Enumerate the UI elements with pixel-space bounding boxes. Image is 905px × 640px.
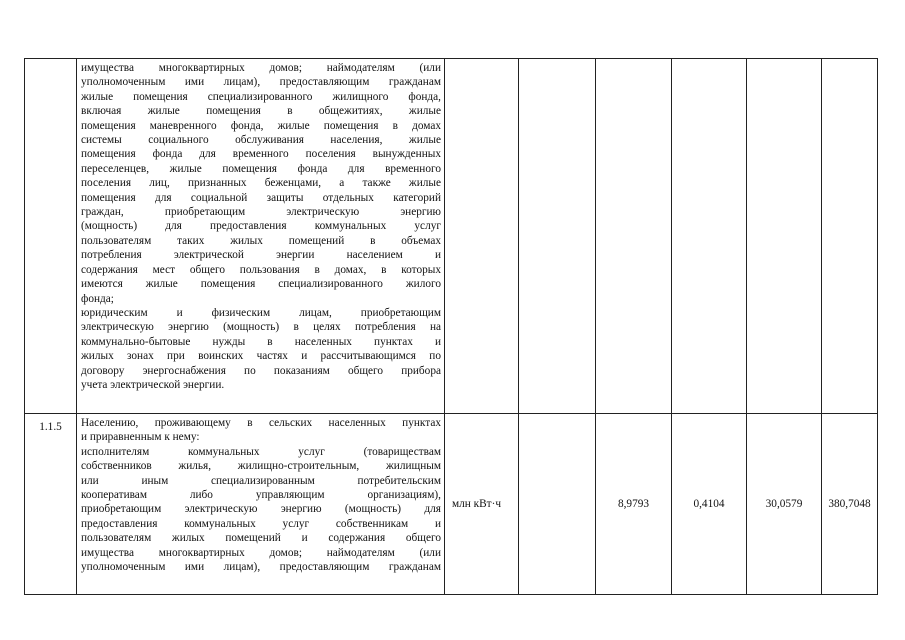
description-line: кооперативам либо управляющим организациям),	[81, 489, 441, 502]
description-line: помещения фонда для временного поселения вынужденных	[81, 148, 441, 161]
table-row	[25, 59, 878, 414]
description-line: системы социального обслуживания населения, жилые	[81, 134, 441, 147]
description-line: помещения для социальной защиты отдельных категорий	[81, 191, 441, 204]
description-line: пользователям таких жилых помещений в объемах	[81, 234, 441, 247]
description-line: потребления электрической энергии населением и	[81, 249, 441, 262]
description-line: содержания мест общего пользования в домах, в которых	[81, 263, 441, 276]
description-line: электрическую энергию (мощность) в целях потребления на	[81, 321, 441, 334]
description-line: имущества многоквартирных домов; наймодателям (или	[81, 546, 441, 559]
value-cell-4	[747, 59, 822, 414]
description-line: исполнителям коммунальных услуг (товариществам	[81, 445, 441, 458]
value-cell-2	[596, 59, 672, 414]
description-line: и приравненным к нему:	[81, 431, 200, 444]
description-line: переселенцев, жилые помещения фонда для временного	[81, 162, 441, 175]
tariff-table	[24, 58, 878, 595]
description-cell	[77, 414, 445, 595]
description-line: или иным специализированным потребительским	[81, 474, 441, 487]
value-cell-4: 30,0579	[747, 414, 822, 595]
description-line: юридическим и физическим лицам, приобретающим	[81, 306, 441, 319]
description-line: имущества многоквартирных домов; наймодателям (или	[81, 62, 441, 74]
description-line: фонда;	[81, 292, 114, 305]
description-line: коммунально-бытовые нужды в населенных пунктах и	[81, 335, 441, 348]
description-line: поселения лиц, признанных беженцами, а также жилые	[81, 177, 441, 190]
description-text	[81, 416, 441, 574]
value-cell-1	[519, 59, 596, 414]
description-line: помещения маневренного фонда, жилые помещения в домах	[81, 119, 441, 132]
description-line: Населению, проживающему в сельских населенных пунктах	[81, 417, 441, 429]
unit-cell: млн кВт·ч	[445, 414, 519, 595]
description-cell	[77, 59, 445, 414]
row-number-cell	[25, 59, 77, 414]
description-line: договору энергоснабжения по показаниям общего прибора	[81, 364, 441, 377]
row-number-cell: 1.1.5	[25, 414, 77, 595]
description-line: пользователям жилых помещений и содержания общего	[81, 532, 441, 545]
value-cell-5: 380,7048	[822, 414, 878, 595]
description-line: уполномоченным ими лицам), предоставляющим гражданам	[81, 76, 441, 89]
description-line: жилых зонах при воинских частях и рассчитывающимся по	[81, 350, 441, 363]
value-cell-5	[822, 59, 878, 414]
table-row	[25, 414, 878, 595]
description-line: приобретающим электрическую энергию (мощность) для	[81, 503, 441, 516]
unit-cell	[445, 59, 519, 414]
description-line: учета электрической энергии.	[81, 378, 225, 391]
description-line: (мощность) для предоставления коммунальных услуг	[81, 220, 441, 233]
value-cell-1	[519, 414, 596, 595]
value-cell-2: 8,9793	[596, 414, 672, 595]
description-line: включая жилые помещения в общежитиях, жилые	[81, 105, 441, 118]
description-line: граждан, приобретающим электрическую энергию	[81, 206, 441, 219]
description-line: уполномоченным ими лицам), предоставляющим гражданам	[81, 561, 441, 574]
description-line: имеются жилые помещения специализированного жилого	[81, 278, 441, 291]
description-line: собственников жилья, жилищно-строительным, жилищным	[81, 460, 441, 473]
description-line: предоставления коммунальных услуг собственникам и	[81, 517, 441, 530]
value-cell-3	[672, 59, 747, 414]
description-line: жилые помещения специализированного жилищного фонда,	[81, 90, 441, 103]
description-text	[81, 61, 441, 392]
value-cell-3: 0,4104	[672, 414, 747, 595]
